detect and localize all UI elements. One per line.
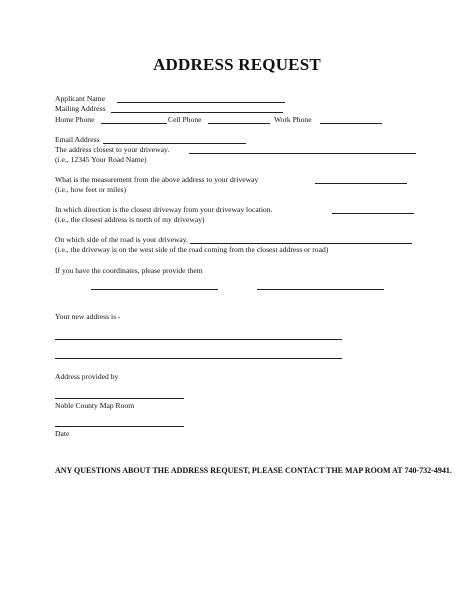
map-room-label: Noble County Map Room <box>55 401 135 410</box>
cell-phone-label: Cell Phone <box>168 115 202 124</box>
coordinate-field-2[interactable] <box>257 289 384 290</box>
form-title: ADDRESS REQUEST <box>153 55 321 74</box>
email-address-label: Email Address <box>55 135 100 144</box>
closest-address-field[interactable] <box>189 153 416 154</box>
measurement-hint: (i.e., how feet or miles) <box>55 185 127 194</box>
coordinate-field-1[interactable] <box>91 289 218 290</box>
closest-address-label: The address closest to your driveway. <box>55 145 170 154</box>
road-side-hint: (i.e., the driveway is on the west side of the road coming from the closest address or road) <box>55 245 329 254</box>
road-side-field[interactable] <box>190 243 412 244</box>
applicant-name-field[interactable] <box>117 102 285 103</box>
coordinates-label: If you have the coordinates, please provide them <box>55 266 203 275</box>
mailing-address-field[interactable] <box>111 112 283 113</box>
work-phone-label: Work Phone <box>274 115 312 124</box>
address-provided-by-label: Address provided by <box>55 372 119 381</box>
applicant-name-label: Applicant Name <box>55 94 105 103</box>
home-phone-field[interactable] <box>101 123 167 124</box>
road-side-label: On which side of the road is your driveway. <box>55 235 188 244</box>
new-address-line-1[interactable] <box>55 339 342 340</box>
direction-hint: (i.e., the closest address is north of my driveway) <box>55 215 205 224</box>
contact-notice: ANY QUESTIONS ABOUT THE ADDRESS REQUEST, PLEASE CONTACT THE MAP ROOM AT 740-732-4941. <box>55 466 452 475</box>
direction-label: In which direction is the closest driveway from your driveway location. <box>55 205 273 214</box>
mailing-address-label: Mailing Address <box>55 104 106 113</box>
new-address-label: Your new address is - <box>55 312 121 321</box>
home-phone-label: Home Phone <box>55 115 95 124</box>
measurement-label: What is the measurement from the above address to your driveway <box>55 175 259 184</box>
closest-address-hint: (i.e., 12345 Your Road Name) <box>55 155 147 164</box>
cell-phone-field[interactable] <box>208 123 270 124</box>
email-address-field[interactable] <box>103 143 246 144</box>
date-label: Date <box>55 429 70 438</box>
work-phone-field[interactable] <box>320 123 382 124</box>
measurement-field[interactable] <box>315 183 407 184</box>
new-address-line-2[interactable] <box>55 358 342 359</box>
date-signature-line[interactable] <box>55 426 184 427</box>
provided-by-signature-line[interactable] <box>55 398 184 399</box>
direction-field[interactable] <box>332 213 414 214</box>
